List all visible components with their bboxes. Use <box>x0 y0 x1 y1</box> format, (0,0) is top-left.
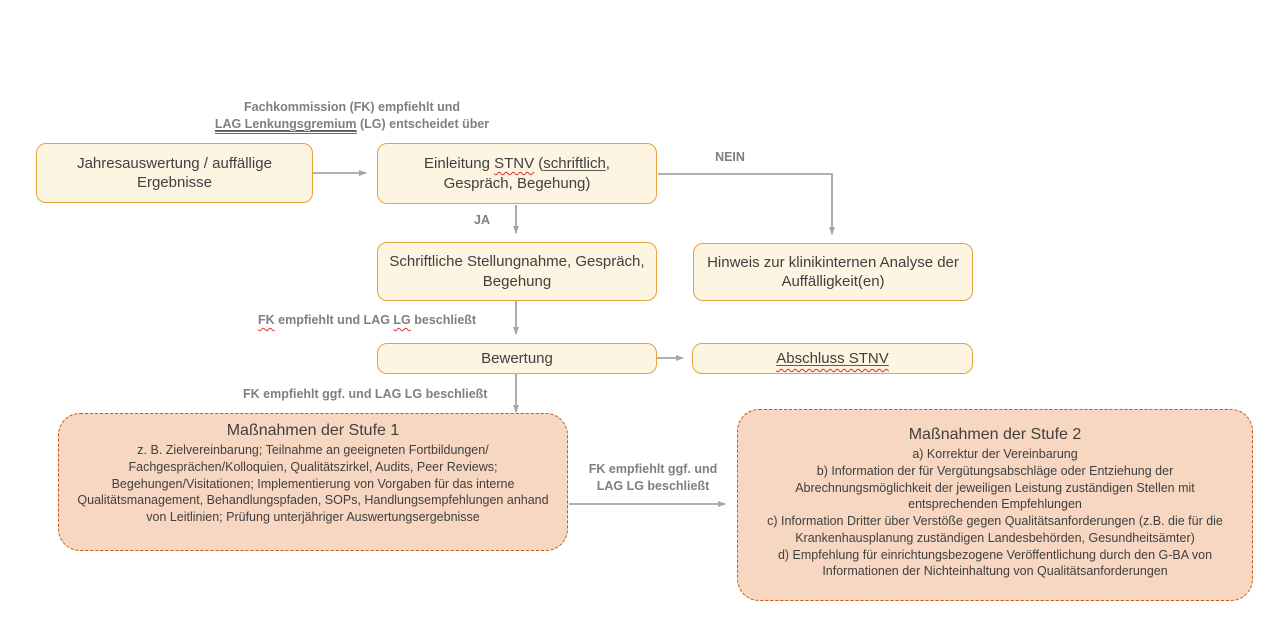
stufe1-title: Maßnahmen der Stufe 1 <box>226 422 400 439</box>
node-bewertung-label: Bewertung <box>481 349 553 367</box>
stufe2-item-d: d) Empfehlung für einrichtungsbezogene Veröffentlichung durch den G-BA von Informationen der Nichteinhaltung von Qualitätsanforderungen <box>777 547 1213 579</box>
edge-label-fk-beschliesst: FK empfiehlt und LAG LG beschließt <box>258 313 477 327</box>
stufe2-item-c: c) Information Dritter über Verstöße gegen Qualitätsanforderungen (z.B. die für die Krankenhausplanung zuständigen Landesbehörden, Gesundheitsämter) <box>767 514 1223 545</box>
header-label <box>160 99 544 133</box>
node-abschluss-label: Abschluss STNV <box>776 349 889 367</box>
node-stellungnahme <box>377 242 657 301</box>
edge-label-nein: NEIN <box>715 150 745 164</box>
stufe2-item-b: b) Information der für Vergütungsabschläge oder Entziehung der Abrechnungsmöglichkeit der jeweiligen Leistung zuständigen Stellen mit entsprechenden Empfehlungen <box>795 463 1195 512</box>
stufe2-item-a: a) Korrektur der Vereinbarung <box>912 447 1078 461</box>
node-jahresauswertung <box>36 143 313 203</box>
schriftlich-underlined: schriftlich <box>543 155 606 172</box>
node-einleitung-label: Einleitung STNV (schriftlich, Gespräch, Begehung) <box>424 155 610 192</box>
header-label-line2: LAG Lenkungsgremium (LG) entscheidet über <box>160 116 544 133</box>
edge-label-fk-ggf: FK empfiehlt ggf. und LAG LG beschließt <box>243 387 488 401</box>
node-jahresauswertung-label: Jahresauswertung / auffällige Ergebnisse <box>77 154 272 191</box>
stufe1-body: z. B. Zielvereinbarung; Teilnahme an geeigneten Fortbildungen/ Fachgesprächen/Kolloquien, Qualitätszirkel, Audits, Peer Reviews; Begehungen/Visitationen; Implementierung von Vorgaben für das interne Qualitätsmanagement, Behandlungspfaden, SOPs, Handlungsempfehlungen anhand von Leitlinien; Prüfung unterjähriger Auswertungsergebnisse <box>77 443 549 524</box>
fk-spellcheck: FK <box>258 313 275 327</box>
edge-label-fk-ggf-split: FK empfiehlt ggf. und LAG LG beschließt <box>588 462 718 493</box>
node-abschluss-stnv <box>692 343 973 374</box>
stufe2-items <box>754 446 1236 580</box>
stufe2-title: Maßnahmen der Stufe 2 <box>908 426 1082 443</box>
node-hinweis-analyse <box>693 243 973 301</box>
node-massnahmen-stufe2 <box>737 409 1253 601</box>
node-massnahmen-stufe1 <box>58 413 568 551</box>
lg-spellcheck: LG <box>393 313 411 327</box>
node-stellungnahme-label: Schriftliche Stellungnahme, Gespräch, Begehung <box>389 253 645 290</box>
connector-einleitung-hinweis-nein <box>658 174 832 234</box>
node-bewertung <box>377 343 657 374</box>
edge-label-ja: JA <box>474 213 490 227</box>
stnv-spellcheck: STNV <box>494 155 535 172</box>
header-label-line1: Fachkommission (FK) empfiehlt und <box>244 100 460 114</box>
node-einleitung-stnv <box>377 143 657 204</box>
node-hinweis-label: Hinweis zur klinikinternen Analyse der Auffälligkeit(en) <box>707 253 959 290</box>
lag-lenkungsgremium-underlined: LAG Lenkungsgremium <box>215 117 357 134</box>
